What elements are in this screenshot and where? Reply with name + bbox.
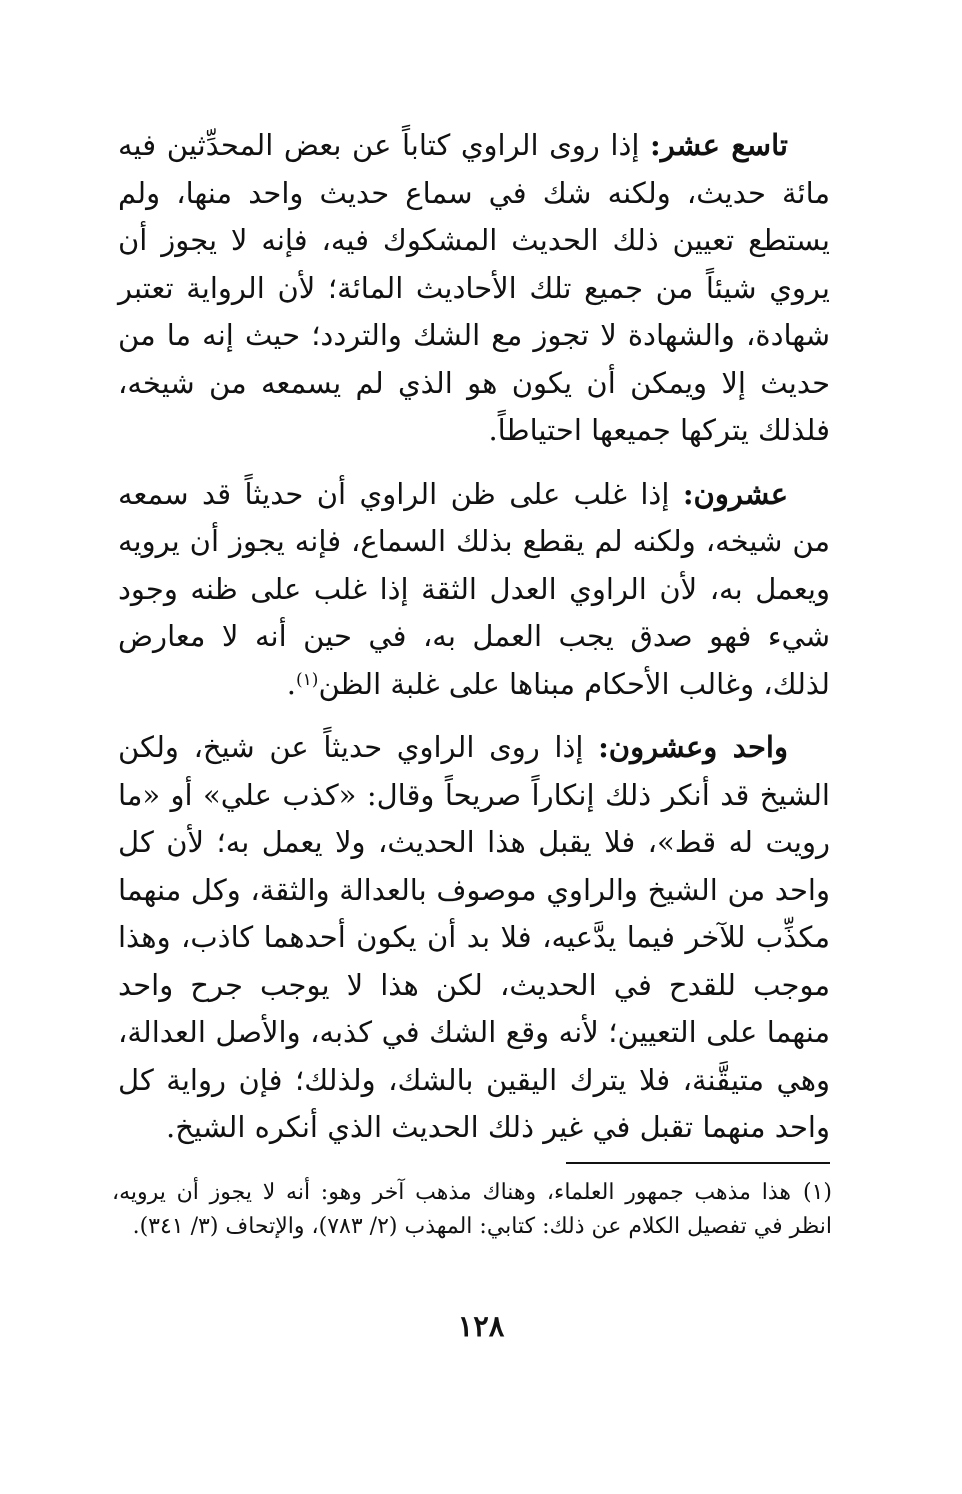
paragraph-heading: تاسع عشر: <box>650 128 788 162</box>
main-text <box>118 122 830 1152</box>
paragraph-body: إذا روى الراوي كتاباً عن بعض المحدِّثين فيه مائة حديث، ولكنه شك في سماع حديث واحد منها، ولم يستطع تعيين ذلك الحديث المشكوك فيه، فإنه لا يجوز أن يروي شيئاً من جميع تلك الأحاديث المائة؛ لأن الرواية تعتبر شهادة، والشهادة لا تجوز مع الشك والتردد؛ حيث إنه ما من حديث إلا ويمكن أن يكون هو الذي لم يسمعه من شيخه، فلذلك يتركها جميعها احتياطاً. <box>118 128 830 447</box>
paragraph-21 <box>118 724 830 1152</box>
paragraph-body: إذا غلب على ظن الراوي أن حديثاً قد سمعه من شيخه، ولكنه لم يقطع بذلك السماع، فإنه يجوز أن يرويه ويعمل به، لأن الراوي العدل الثقة إذا غلب على ظنه وجود شيء فهو صدق يجب العمل به، في حين أنه لا معارض لذلك، وغالب الأحكام مبناها على غلبة الظن <box>118 476 830 701</box>
paragraph-end: . <box>286 666 297 701</box>
paragraph-heading: واحد وعشرون: <box>598 730 788 764</box>
footnote-text: هذا مذهب جمهور العلماء، وهناك مذهب آخر وهو: أنه لا يجوز أن يرويه، انظر في تفصيل الكلام عن ذلك: كتابي: المهذب (٢/ ٧٨٣)، والإتحاف (٣/ ٣٤١). <box>112 1180 832 1239</box>
paragraph-20 <box>118 471 830 709</box>
page-number: ١٢٨ <box>457 1309 505 1343</box>
footnote-number: (١) <box>802 1180 832 1205</box>
paragraph-body: إذا روى الراوي حديثاً عن شيخ، ولكن الشيخ قد أنكر ذلك إنكاراً صريحاً وقال: «كذب علي» أو «ما رويت له قط»، فلا يقبل هذا الحديث، ولا يعمل به؛ لأن كل واحد من الشيخ والراوي موصوف بالعدالة والثقة، وكل منهما مكذِّب للآخر فيما يدَّعيه، فلا بد أن يكون أحدهما كاذب، وهذا موجب للقدح في الحديث، لكن هذا لا يوجب جرح واحد منهما على التعيين؛ لأنه وقع الشك في كذبه، والأصل العدالة، وهي متيقَّنة، فلا يترك اليقين بالشك، ولذلك؛ فإن رواية كل واحد منهما تقبل في غير ذلك الحديث الذي أنكره الشيخ. <box>118 730 830 1144</box>
paragraph-19 <box>118 122 830 455</box>
footnote <box>112 1176 832 1244</box>
footnote-reference[interactable]: (١) <box>296 669 319 690</box>
paragraph-heading: عشرون: <box>682 476 788 511</box>
footnote-divider <box>566 1162 830 1164</box>
